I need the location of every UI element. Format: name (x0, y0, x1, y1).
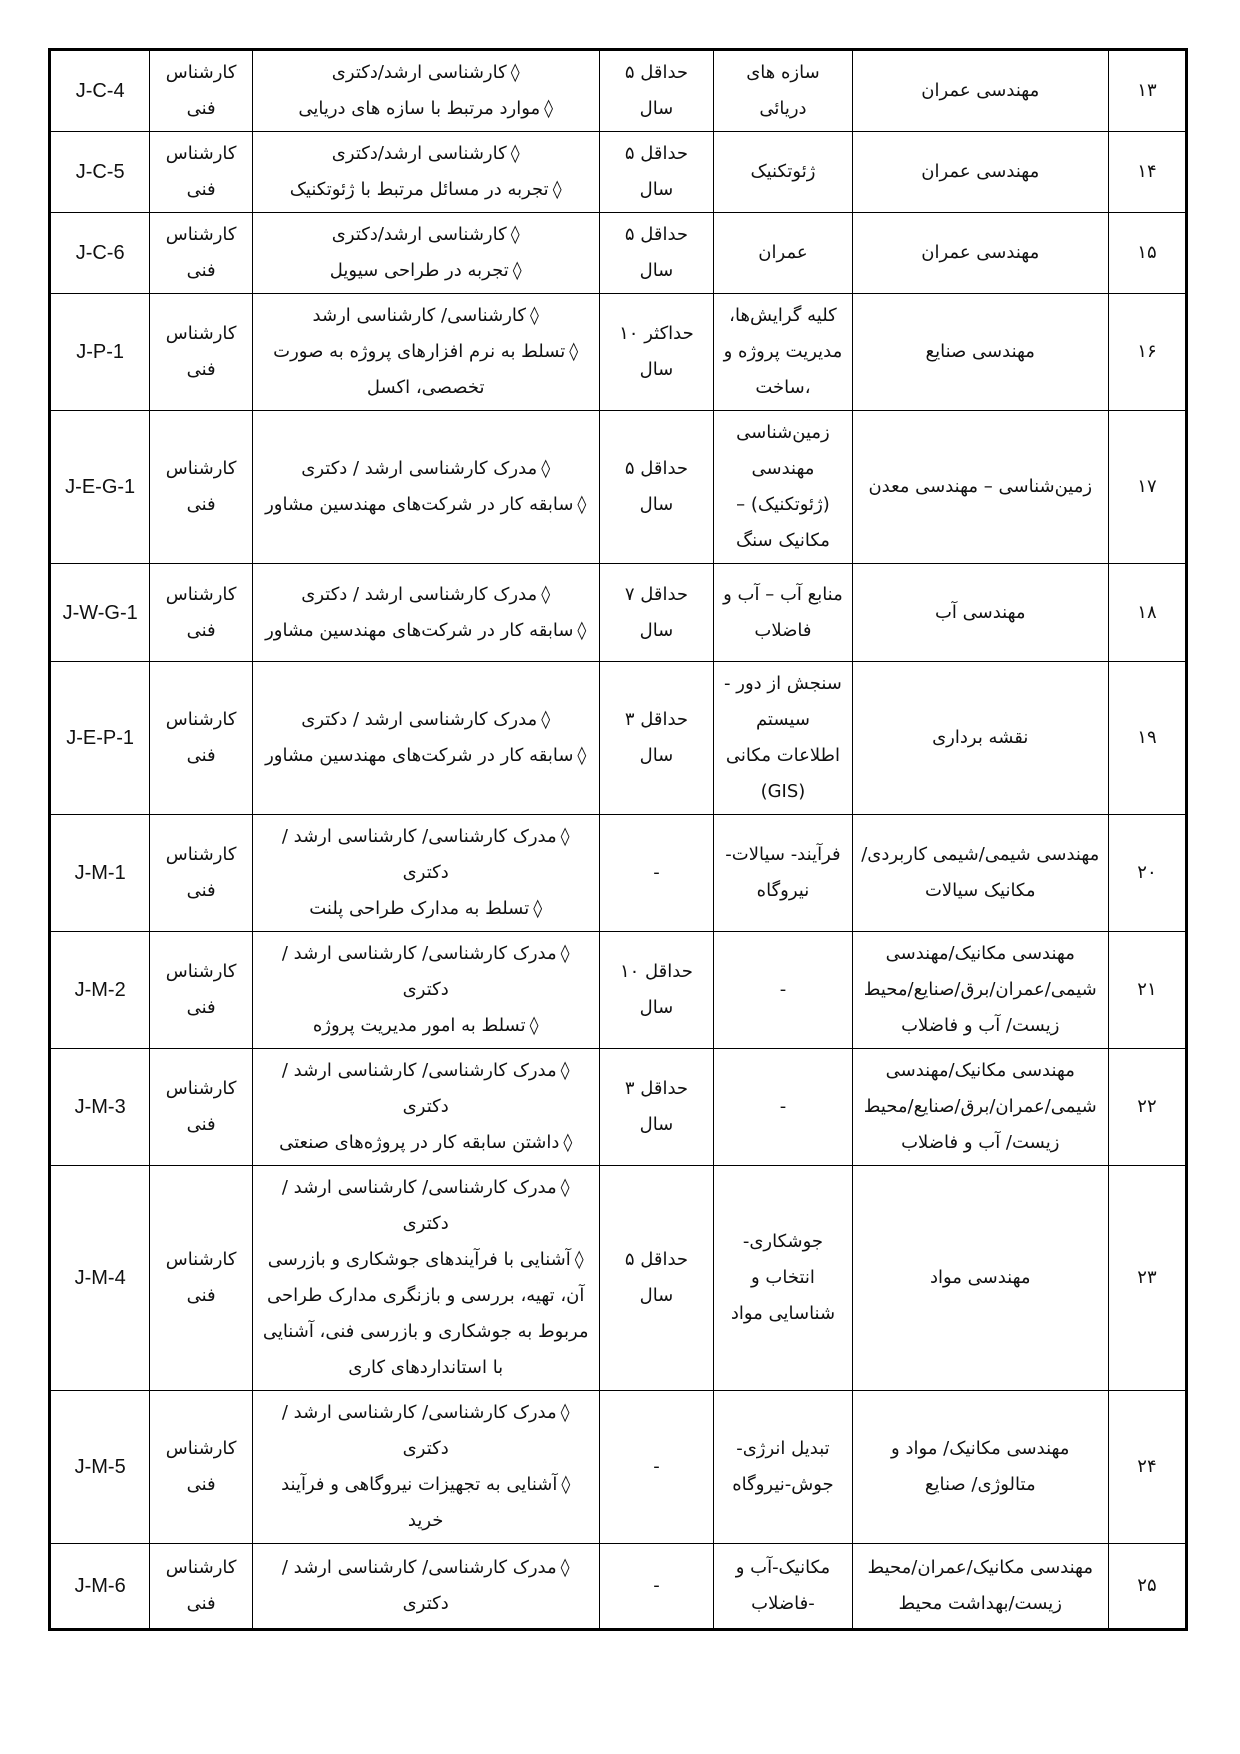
requirement-text: مدرک کارشناسی/ کارشناسی ارشد / دکتری (281, 826, 557, 883)
requirement-item (261, 91, 591, 127)
requirement-item (261, 891, 591, 927)
requirement-item (261, 936, 591, 1008)
requirements-cell (252, 132, 599, 213)
row-number-cell: ۱۷ (1108, 411, 1186, 564)
requirement-item (261, 1550, 591, 1622)
requirement-text: تجربه در طراحی سیویل (329, 260, 509, 281)
experience-cell: حداقل ۵ سال (599, 411, 714, 564)
job-title-cell: کارشناس فنی (150, 132, 253, 213)
specialization-cell: زمین‌شناسی مهندسی (ژئوتکنیک) – مکانیک سنگ (714, 411, 852, 564)
requirement-item (261, 487, 591, 523)
diamond-bullet-icon: ◊ (577, 494, 587, 515)
row-number-cell: ۲۱ (1108, 932, 1186, 1049)
diamond-bullet-icon: ◊ (541, 709, 551, 730)
requirements-cell (252, 1166, 599, 1391)
job-code-cell: J-M-1 (50, 815, 150, 932)
job-code-cell: J-M-3 (50, 1049, 150, 1166)
specialization-cell: منابع آب – آب و فاضلاب (714, 564, 852, 662)
diamond-bullet-icon: ◊ (510, 62, 520, 83)
requirement-item (261, 1467, 591, 1539)
job-title-cell: کارشناس فنی (150, 213, 253, 294)
requirements-cell (252, 815, 599, 932)
table-row (50, 132, 1187, 213)
job-code-cell: J-M-4 (50, 1166, 150, 1391)
table-row (50, 1166, 1187, 1391)
diamond-bullet-icon: ◊ (510, 143, 520, 164)
row-number-cell: ۱۵ (1108, 213, 1186, 294)
row-number-cell: ۱۴ (1108, 132, 1186, 213)
diamond-bullet-icon: ◊ (512, 260, 522, 281)
job-title-cell: کارشناس فنی (150, 932, 253, 1049)
table-row (50, 50, 1187, 132)
requirement-text: مدرک کارشناسی/ کارشناسی ارشد / دکتری (281, 1177, 557, 1234)
field-cell: زمین‌شناسی – مهندسی معدن (852, 411, 1108, 564)
requirement-text: تسلط به امور مدیریت پروژه (312, 1015, 526, 1036)
diamond-bullet-icon: ◊ (561, 1474, 571, 1495)
job-code-cell: J-C-4 (50, 50, 150, 132)
requirement-item (261, 55, 591, 91)
job-title-cell: کارشناس فنی (150, 1166, 253, 1391)
requirement-text: آشنایی به تجهیزات نیروگاهی و فرآیند خرید (281, 1474, 558, 1531)
diamond-bullet-icon: ◊ (574, 1249, 584, 1270)
requirement-item (261, 217, 591, 253)
requirement-text: مدرک کارشناسی ارشد / دکتری (301, 709, 538, 730)
job-title-cell: کارشناس فنی (150, 294, 253, 411)
diamond-bullet-icon: ◊ (577, 745, 587, 766)
table-row (50, 932, 1187, 1049)
table-row (50, 294, 1187, 411)
field-cell: مهندسی عمران (852, 132, 1108, 213)
specialization-cell: سازه های دریائی (714, 50, 852, 132)
job-title-cell: کارشناس فنی (150, 662, 253, 815)
requirement-item (261, 451, 591, 487)
diamond-bullet-icon: ◊ (541, 458, 551, 479)
requirement-item (261, 253, 591, 289)
requirement-item (261, 172, 591, 208)
diamond-bullet-icon: ◊ (529, 305, 539, 326)
table-row (50, 1391, 1187, 1544)
diamond-bullet-icon: ◊ (560, 1177, 570, 1198)
requirement-item (261, 1170, 591, 1242)
positions-table (48, 48, 1188, 1631)
requirement-item (261, 334, 591, 406)
experience-cell: حداقل ۳ سال (599, 662, 714, 815)
requirement-item (261, 819, 591, 891)
job-code-cell: J-W-G-1 (50, 564, 150, 662)
specialization-cell: - (714, 1049, 852, 1166)
job-code-cell: J-M-6 (50, 1544, 150, 1630)
table-row (50, 213, 1187, 294)
diamond-bullet-icon: ◊ (533, 898, 543, 919)
requirement-text: تسلط به مدارک طراحی پلنت (309, 898, 530, 919)
specialization-cell: کلیه گرایش‌ها، مدیریت پروژه و ساخت، (714, 294, 852, 411)
field-cell: مهندسی مکانیک/عمران/محیط زیست/بهداشت محیط (852, 1544, 1108, 1630)
requirement-text: سابقه کار در شرکت‌های مهندسین مشاور (265, 494, 574, 515)
field-cell: مهندسی آب (852, 564, 1108, 662)
field-cell: مهندسی مکانیک/مهندسی شیمی/عمران/برق/صنایع/محیط زیست/ آب و فاضلاب (852, 1049, 1108, 1166)
field-cell: مهندسی مکانیک/مهندسی شیمی/عمران/برق/صنایع/محیط زیست/ آب و فاضلاب (852, 932, 1108, 1049)
experience-cell: حداقل ۱۰ سال (599, 932, 714, 1049)
requirement-text: کارشناسی ارشد/دکتری (331, 143, 507, 164)
requirement-item (261, 738, 591, 774)
diamond-bullet-icon: ◊ (569, 341, 579, 362)
requirement-item (261, 1008, 591, 1044)
diamond-bullet-icon: ◊ (563, 1132, 573, 1153)
experience-cell: حداقل ۵ سال (599, 50, 714, 132)
requirement-text: کارشناسی ارشد/دکتری (331, 62, 507, 83)
specialization-cell: مکانیک-آب و فاضلاب- (714, 1544, 852, 1630)
diamond-bullet-icon: ◊ (544, 98, 554, 119)
requirement-text: مدرک کارشناسی/ کارشناسی ارشد / دکتری (281, 1402, 557, 1459)
job-code-cell: J-C-5 (50, 132, 150, 213)
row-number-cell: ۲۵ (1108, 1544, 1186, 1630)
requirement-item (261, 702, 591, 738)
requirement-text: مدرک کارشناسی ارشد / دکتری (301, 583, 538, 605)
requirement-item (261, 1125, 591, 1161)
requirement-item (261, 1395, 591, 1467)
requirement-item (261, 1053, 591, 1125)
specialization-cell: عمران (714, 213, 852, 294)
requirements-cell (252, 662, 599, 815)
row-number-cell: ۲۴ (1108, 1391, 1186, 1544)
requirement-text: کارشناسی/ کارشناسی ارشد (312, 305, 526, 326)
table-row (50, 1544, 1187, 1630)
specialization-cell: فرآیند- سیالات- نیروگاه (714, 815, 852, 932)
requirements-cell (252, 411, 599, 564)
job-title-cell: کارشناس فنی (150, 411, 253, 564)
requirements-cell (252, 932, 599, 1049)
job-code-cell: J-E-G-1 (50, 411, 150, 564)
requirement-text: کارشناسی ارشد/دکتری (331, 224, 507, 245)
experience-cell: - (599, 1391, 714, 1544)
job-code-cell: J-P-1 (50, 294, 150, 411)
diamond-bullet-icon: ◊ (541, 583, 551, 605)
requirement-text: سابقه کار در شرکت‌های مهندسین مشاور (265, 745, 574, 766)
diamond-bullet-icon: ◊ (560, 1557, 570, 1578)
requirement-item (261, 298, 591, 334)
specialization-cell: - (714, 932, 852, 1049)
requirement-item (261, 577, 591, 613)
specialization-cell: جوشکاری- انتخاب و شناسایی مواد (714, 1166, 852, 1391)
table-row (50, 815, 1187, 932)
experience-cell: - (599, 815, 714, 932)
requirements-cell (252, 50, 599, 132)
field-cell: نقشه برداری (852, 662, 1108, 815)
row-number-cell: ۲۲ (1108, 1049, 1186, 1166)
requirement-text: مدرک کارشناسی/ کارشناسی ارشد / دکتری (281, 1060, 557, 1117)
requirements-cell (252, 294, 599, 411)
experience-cell: - (599, 1544, 714, 1630)
diamond-bullet-icon: ◊ (577, 619, 587, 641)
requirement-item (261, 1242, 591, 1386)
job-title-cell: کارشناس فنی (150, 1391, 253, 1544)
experience-cell: حداکثر ۱۰ سال (599, 294, 714, 411)
field-cell: مهندسی شیمی/شیمی کاربردی/مکانیک سیالات (852, 815, 1108, 932)
job-title-cell: کارشناس فنی (150, 815, 253, 932)
job-title-cell: کارشناس فنی (150, 564, 253, 662)
requirement-item (261, 613, 591, 649)
row-number-cell: ۲۳ (1108, 1166, 1186, 1391)
experience-cell: حداقل ۳ سال (599, 1049, 714, 1166)
diamond-bullet-icon: ◊ (552, 179, 562, 200)
table-row (50, 662, 1187, 815)
job-title-cell: کارشناس فنی (150, 50, 253, 132)
requirements-cell (252, 213, 599, 294)
row-number-cell: ۱۳ (1108, 50, 1186, 132)
diamond-bullet-icon: ◊ (560, 943, 570, 964)
diamond-bullet-icon: ◊ (560, 1060, 570, 1081)
requirement-text: داشتن سابقه کار در پروژه‌های صنعتی (279, 1132, 560, 1153)
field-cell: مهندسی مواد (852, 1166, 1108, 1391)
requirement-text: مدرک کارشناسی/ کارشناسی ارشد / دکتری (281, 943, 557, 1000)
specialization-cell: ژئوتکنیک (714, 132, 852, 213)
experience-cell: حداقل ۷ سال (599, 564, 714, 662)
requirement-text: مدرک کارشناسی/ کارشناسی ارشد / دکتری (281, 1557, 557, 1614)
requirement-text: سابقه کار در شرکت‌های مهندسین مشاور (265, 619, 574, 641)
field-cell: مهندسی عمران (852, 213, 1108, 294)
row-number-cell: ۲۰ (1108, 815, 1186, 932)
requirements-cell (252, 564, 599, 662)
row-number-cell: ۱۸ (1108, 564, 1186, 662)
requirement-text: تجربه در مسائل مرتبط با ژئوتکنیک (289, 179, 549, 200)
job-code-cell: J-C-6 (50, 213, 150, 294)
requirement-text: مدرک کارشناسی ارشد / دکتری (301, 458, 538, 479)
row-number-cell: ۱۶ (1108, 294, 1186, 411)
experience-cell: حداقل ۵ سال (599, 213, 714, 294)
requirements-cell (252, 1544, 599, 1630)
field-cell: مهندسی عمران (852, 50, 1108, 132)
field-cell: مهندسی مکانیک/ مواد و متالوژی/ صنایع (852, 1391, 1108, 1544)
requirement-item (261, 136, 591, 172)
requirements-cell (252, 1049, 599, 1166)
table-body (50, 50, 1187, 1630)
diamond-bullet-icon: ◊ (529, 1015, 539, 1036)
requirement-text: تسلط به نرم افزارهای پروژه به صورت تخصصی، اکسل (273, 341, 566, 398)
job-title-cell: کارشناس فنی (150, 1544, 253, 1630)
table-row (50, 1049, 1187, 1166)
job-title-cell: کارشناس فنی (150, 1049, 253, 1166)
table-row (50, 564, 1187, 662)
row-number-cell: ۱۹ (1108, 662, 1186, 815)
job-code-cell: J-M-5 (50, 1391, 150, 1544)
diamond-bullet-icon: ◊ (510, 224, 520, 245)
requirement-text: آشنایی با فرآیندهای جوشکاری و بازرسی آن، تهیه، بررسی و بازنگری مدارک طراحی مربوط به جوشکاری و بازرسی فنی، آشنایی با استانداردهای کاری (262, 1249, 589, 1378)
experience-cell: حداقل ۵ سال (599, 132, 714, 213)
table-row (50, 411, 1187, 564)
specialization-cell: سنجش از دور - سیستم اطلاعات مکانی (GIS) (714, 662, 852, 815)
job-code-cell: J-E-P-1 (50, 662, 150, 815)
job-code-cell: J-M-2 (50, 932, 150, 1049)
diamond-bullet-icon: ◊ (560, 1402, 570, 1423)
diamond-bullet-icon: ◊ (560, 826, 570, 847)
requirements-cell (252, 1391, 599, 1544)
experience-cell: حداقل ۵ سال (599, 1166, 714, 1391)
field-cell: مهندسی صنایع (852, 294, 1108, 411)
specialization-cell: تبدیل انرژی- جوش-نیروگاه (714, 1391, 852, 1544)
requirement-text: موارد مرتبط با سازه های دریایی (298, 98, 541, 119)
